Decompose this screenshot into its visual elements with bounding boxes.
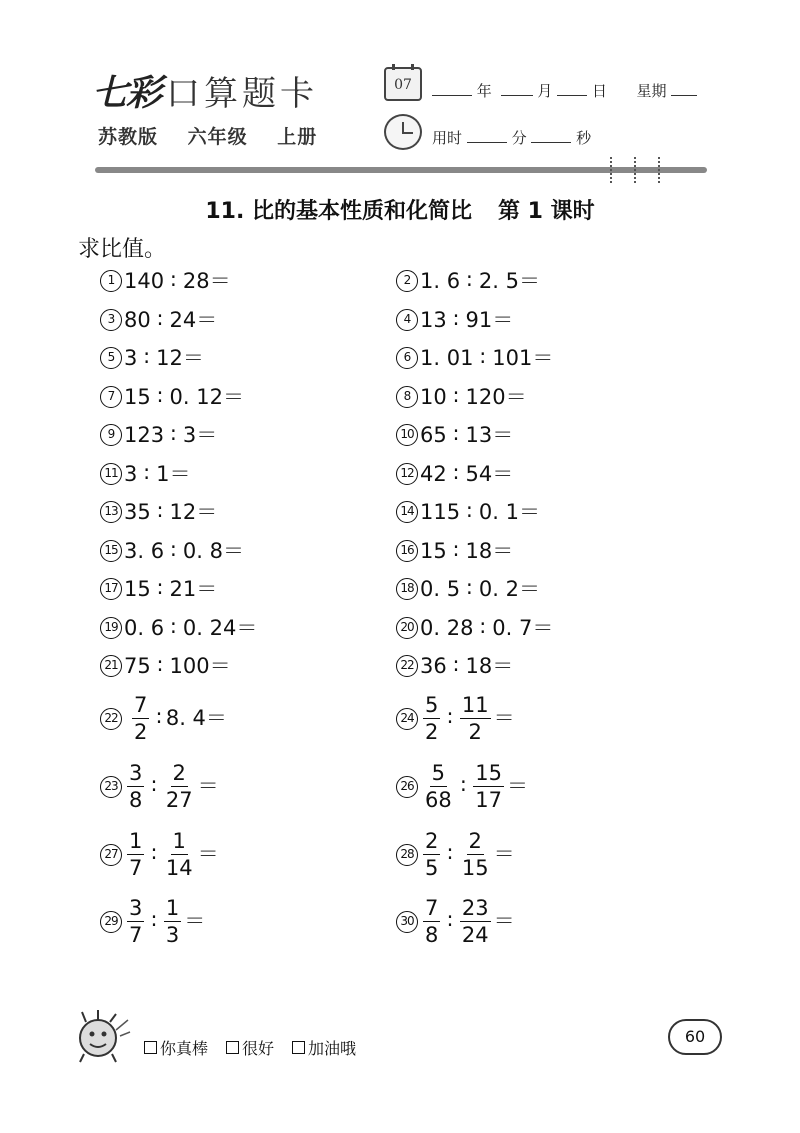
problem-item: 7 15 ∶ 0. 12＝ xyxy=(100,386,244,408)
fraction-problem-item: 27 $\frac{1}{7}$ ∶ $\frac{1}{14}$ ＝ xyxy=(100,830,219,879)
fraction: $\frac{7}{2}$ xyxy=(134,693,148,745)
fraction: $\frac{2}{5}$ xyxy=(425,829,439,881)
year-blank[interactable] xyxy=(432,82,472,96)
problem-item: 16 15 ∶ 18＝ xyxy=(396,540,513,562)
checkbox-icon[interactable] xyxy=(226,1041,239,1054)
second-blank[interactable] xyxy=(531,129,571,143)
fraction: $\frac{11}{2}$ xyxy=(461,693,489,745)
checkbox-icon[interactable] xyxy=(144,1041,157,1054)
fraction-problem-item: 23 $\frac{3}{8}$ ∶ $\frac{2}{27}$ ＝ xyxy=(100,762,219,811)
date-fill-line xyxy=(432,80,697,101)
problem-item: 2 1. 6 ∶ 2. 5＝ xyxy=(396,270,540,292)
calendar-number: 07 xyxy=(394,77,412,93)
rating-option-good[interactable]: 很好 xyxy=(226,1036,274,1059)
page-number: 60 xyxy=(668,1019,722,1055)
fraction: $\frac{1}{7}$ xyxy=(129,829,143,881)
instruction: 求比值。 xyxy=(78,237,167,262)
problem-item: 8 10 ∶ 120＝ xyxy=(396,386,527,408)
fraction: $\frac{1}{3}$ xyxy=(165,896,180,948)
fraction: $\frac{5}{68}$ xyxy=(425,761,452,813)
problem-item: 21 75 ∶ 100＝ xyxy=(100,655,231,677)
checkbox-icon[interactable] xyxy=(292,1041,305,1054)
problem-item: 17 15 ∶ 21＝ xyxy=(100,578,217,600)
problem-item: 18 0. 5 ∶ 0. 2＝ xyxy=(396,578,540,600)
clock-icon xyxy=(384,114,422,150)
problem-item: 13 35 ∶ 12＝ xyxy=(100,501,217,523)
fraction: $\frac{23}{24}$ xyxy=(461,896,489,948)
edition-publisher: 苏教版 xyxy=(98,126,159,148)
problem-item: 12 42 ∶ 54＝ xyxy=(396,463,513,485)
rating-option-great[interactable]: 你真棒 xyxy=(144,1036,208,1059)
fraction: $\frac{2}{15}$ xyxy=(461,829,489,881)
day-blank[interactable] xyxy=(557,82,587,96)
fraction: $\frac{3}{8}$ xyxy=(129,761,143,813)
month-blank[interactable] xyxy=(501,82,533,96)
fraction-problem-item: 28 $\frac{2}{5}$ ∶ $\frac{2}{15}$ ＝ xyxy=(396,830,515,879)
rating-checkboxes xyxy=(144,1036,374,1059)
fraction: $\frac{2}{27}$ xyxy=(165,761,193,813)
lesson-title xyxy=(0,194,800,225)
problem-item: 3 80 ∶ 24＝ xyxy=(100,309,217,331)
lesson-title-text: 11. 比的基本性质和化简比 xyxy=(205,199,472,224)
weekday-label: 星期 xyxy=(636,82,667,100)
fraction-problem-item: 29 $\frac{3}{7}$ ∶ $\frac{1}{3}$ ＝ xyxy=(100,897,205,946)
rating-option-keep-going[interactable]: 加油哦 xyxy=(292,1036,356,1059)
fraction: $\frac{5}{2}$ xyxy=(425,693,439,745)
problem-item: 6 1. 01 ∶ 101＝ xyxy=(396,347,553,369)
fraction: $\frac{3}{7}$ xyxy=(129,896,143,948)
month-label: 月 xyxy=(537,82,553,100)
logo-brand: 七彩 xyxy=(92,71,161,114)
year-label: 年 xyxy=(476,82,492,100)
problem-item: 20 0. 28 ∶ 0. 7＝ xyxy=(396,617,553,639)
problem-item: 22 36 ∶ 18＝ xyxy=(396,655,513,677)
day-label: 日 xyxy=(591,82,607,100)
weekday-blank[interactable] xyxy=(671,82,697,96)
problem-item: 5 3 ∶ 12＝ xyxy=(100,347,204,369)
second-label: 秒 xyxy=(576,129,592,147)
fraction-problem-item: 22 $\frac{7}{2}$ ∶ 8. 4 ＝ xyxy=(100,694,227,743)
problem-item: 14 115 ∶ 0. 1＝ xyxy=(396,501,540,523)
mascot-icon xyxy=(72,1006,134,1066)
problem-item: 9 123 ∶ 3＝ xyxy=(100,424,217,446)
binder-pins-icon xyxy=(608,157,668,183)
fraction: $\frac{7}{8}$ xyxy=(425,896,439,948)
time-used-label: 用时 xyxy=(432,129,463,147)
logo xyxy=(92,66,318,114)
problem-item: 1 140 ∶ 28＝ xyxy=(100,270,231,292)
time-fill-line xyxy=(432,127,591,148)
lesson-period: 第 1 课时 xyxy=(498,199,595,224)
fraction-problem-item: 26 $\frac{5}{68}$ ∶ $\frac{15}{17}$ ＝ xyxy=(396,762,528,811)
fraction-problem-item: 24 $\frac{5}{2}$ ∶ $\frac{11}{2}$ ＝ xyxy=(396,694,515,743)
problem-item: 19 0. 6 ∶ 0. 24＝ xyxy=(100,617,257,639)
edition-volume: 上册 xyxy=(277,126,318,148)
fraction: $\frac{15}{17}$ xyxy=(475,761,502,813)
problem-item: 11 3 ∶ 1＝ xyxy=(100,463,191,485)
minute-blank[interactable] xyxy=(467,129,507,143)
minute-label: 分 xyxy=(511,129,527,147)
fraction-problem-item: 30 $\frac{7}{8}$ ∶ $\frac{23}{24}$ ＝ xyxy=(396,897,515,946)
calendar-icon xyxy=(384,67,422,101)
problem-item: 10 65 ∶ 13＝ xyxy=(396,424,513,446)
edition-info xyxy=(98,122,339,149)
logo-product: 口算题卡 xyxy=(166,73,319,114)
edition-grade: 六年级 xyxy=(187,126,248,148)
fraction: $\frac{1}{14}$ xyxy=(165,829,193,881)
problem-item: 15 3. 6 ∶ 0. 8＝ xyxy=(100,540,244,562)
problem-item: 4 13 ∶ 91＝ xyxy=(396,309,513,331)
